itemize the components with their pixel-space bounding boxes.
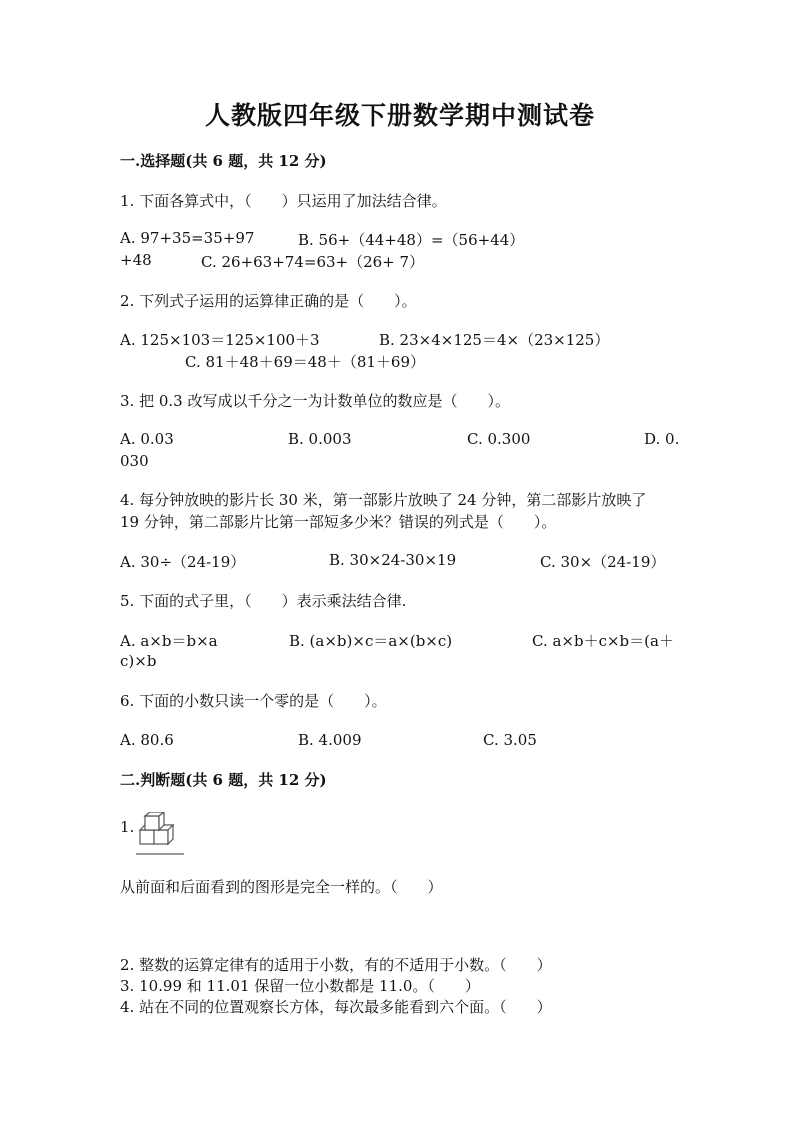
question-3-option-c: C. 0.300 xyxy=(467,430,531,448)
question-4-option-b: B. 30×24-30×19 xyxy=(329,551,457,569)
question-6-stem: 6. 下面的小数只读一个零的是（ ）。 xyxy=(120,692,387,710)
judgement-4-text: 4. 站在不同的位置观察长方体，每次最多能看到六个面。（ ） xyxy=(120,998,552,1016)
question-2-option-c: C. 81＋48＋69＝48＋（81＋69） xyxy=(185,353,426,371)
question-3-option-b: B. 0.003 xyxy=(288,430,352,448)
stacked-cubes-figure xyxy=(136,812,186,858)
question-2-option-b: B. 23×4×125＝4×（23×125） xyxy=(379,331,610,349)
question-3-option-d-continued: 030 xyxy=(120,452,149,470)
question-4-option-c: C. 30×（24-19） xyxy=(540,553,666,571)
judgement-1-text: 从前面和后面看到的图形是完全一样的。（ ） xyxy=(120,878,443,896)
section-heading-true-false: 二.判断题(共 6 题，共 12 分) xyxy=(120,771,327,789)
question-6-option-a: A. 80.6 xyxy=(120,731,174,749)
question-1-stem: 1. 下面各算式中，（ ）只运用了加法结合律。 xyxy=(120,192,447,210)
question-1-option-c: C. 26+63+74=63+（26+ 7） xyxy=(201,253,425,271)
question-1-option-b-continued: +48 xyxy=(120,251,152,269)
question-1-option-a: A. 97+35=35+97 xyxy=(120,229,255,247)
question-3-option-a: A. 0.03 xyxy=(120,430,174,448)
judgement-1-number: 1. xyxy=(120,818,135,836)
section-heading-multiple-choice: 一.选择题(共 6 题，共 12 分) xyxy=(120,152,327,170)
question-6-option-b: B. 4.009 xyxy=(298,731,362,749)
question-5-option-b: B. (a×b)×c＝a×(b×c) xyxy=(289,632,453,650)
question-2-option-a: A. 125×103＝125×100＋3 xyxy=(120,331,320,349)
question-5-option-a: A. a×b＝b×a xyxy=(120,632,218,650)
question-5-option-c: C. a×b＋c×b＝(a＋ xyxy=(532,632,674,650)
question-1-option-b: B. 56+（44+48）=（56+44） xyxy=(298,231,525,249)
question-4-stem: 4. 每分钟放映的影片长 30 米，第一部影片放映了 24 分钟，第二部影片放映了 xyxy=(120,491,647,509)
question-2-stem: 2. 下列式子运用的运算律正确的是（ ）。 xyxy=(120,292,417,310)
question-3-stem: 3. 把 0.3 改写成以千分之一为计数单位的数应是（ ）。 xyxy=(120,392,510,410)
question-5-stem: 5. 下面的式子里，（ ）表示乘法结合律. xyxy=(120,592,407,610)
question-3-option-d: D. 0. xyxy=(644,430,680,448)
page-title: 人教版四年级下册数学期中测试卷 xyxy=(204,101,595,130)
question-5-option-c-continued: c)×b xyxy=(120,652,157,670)
judgement-2-text: 2. 整数的运算定律有的适用于小数，有的不适用于小数。（ ） xyxy=(120,956,552,974)
question-6-option-c: C. 3.05 xyxy=(483,731,537,749)
question-4-option-a: A. 30÷（24-19） xyxy=(120,553,246,571)
question-4-stem-line2: 19 分钟，第二部影片比第一部短多少米？错误的列式是（ ）。 xyxy=(120,513,557,531)
judgement-3-text: 3. 10.99 和 11.01 保留一位小数都是 11.0。（ ） xyxy=(120,977,480,995)
